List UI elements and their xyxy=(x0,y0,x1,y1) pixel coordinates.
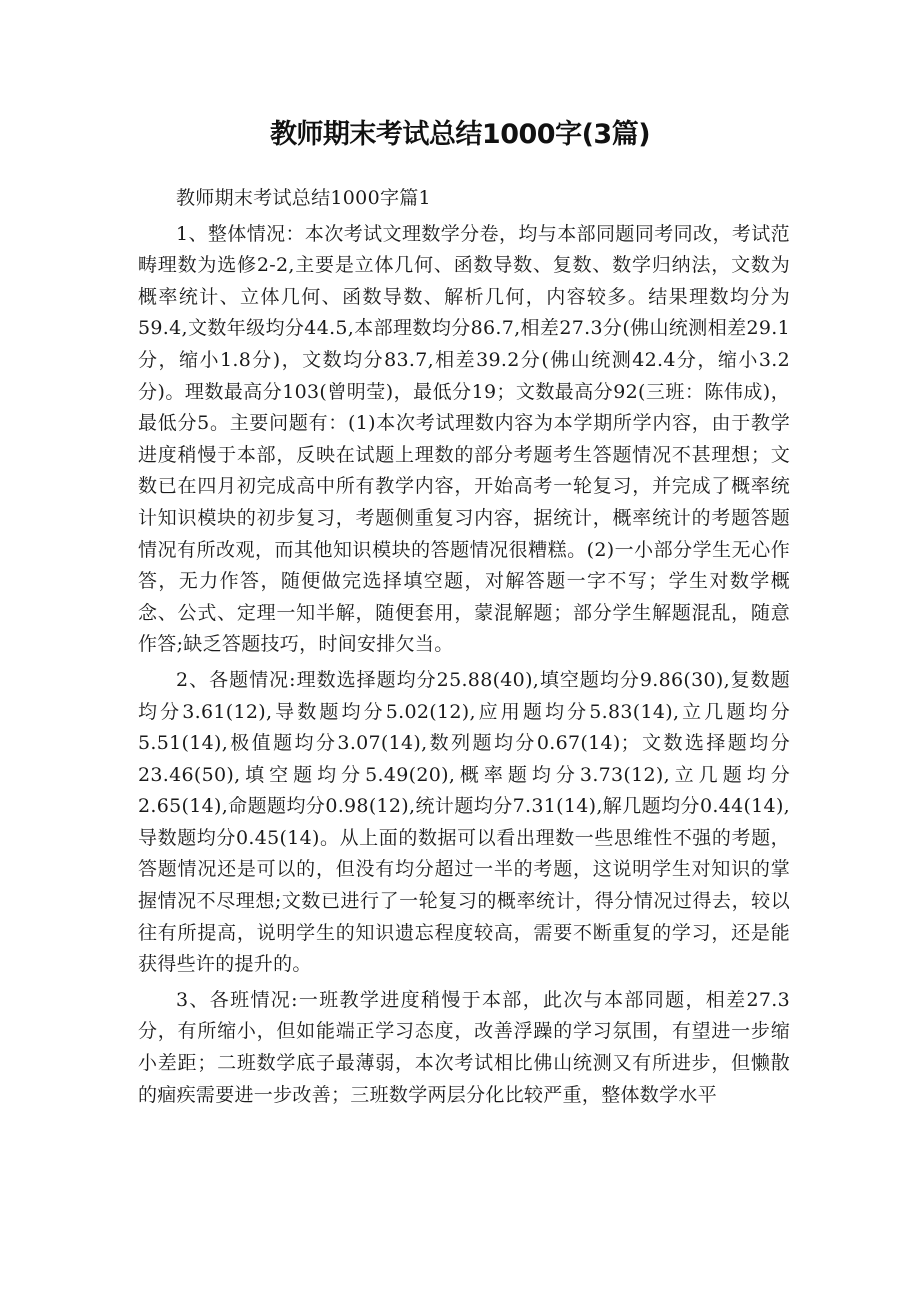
paragraph-questions: 2、各题情况:理数选择题均分25.88(40),填空题均分9.86(30),复数题均分3.61(12),导数题均分5.02(12),应用题均分5.83(14),立几题均分5.51(14),极值题均分3.07(14),数列题均分0.67(14)；文数选择题均分23.46(50),填空题均分5.49(20),概率题均分3.73(12),立几题均分2.65(14),命题题均分0.98(12),统计题均分7.31(14),解几题均分0.44(14),导数题均分0.45(14)。从上面的数据可以看出理数一些思维性不强的考题，答题情况还是可以的，但没有均分超过一半的考题，这说明学生对知识的掌握情况不尽理想;文数已进行了一轮复习的概率统计，得分情况过得去，较以往有所提高，说明学生的知识遗忘程度较高，需要不断重复的学习，还是能获得些许的提升的。 xyxy=(138,668,790,976)
paragraph-overall: 1、整体情况：本次考试文理数学分卷，均与本部同题同考同改，考试范畴理数为选修2-2,主要是立体几何、函数导数、复数、数学归纳法，文数为概率统计、立体几何、函数导数、解析几何，内容较多。结果理数均分为59.4,文数年级均分44.5,本部理数均分86.7,相差27.3分(佛山统测相差29.1分，缩小1.8分)，文数均分83.7,相差39.2分(佛山统测42.4分，缩小3.2分)。理数最高分103(曾明莹)，最低分19；文数最高分92(三班：陈伟成)，最低分5。主要问题有：(1)本次考试理数内容为本学期所学内容，由于教学进度稍慢于本部，反映在试题上理数的部分考题考生答题情况不甚理想；文数已在四月初完成高中所有教学内容，开始高考一轮复习，并完成了概率统计知识模块的初步复习，考题侧重复习内容，据统计，概率统计的考题答题情况有所改观，而其他知识模块的答题情况很糟糕。(2)一小部分学生无心作答，无力作答，随便做完选择填空题，对解答题一字不写；学生对数学概念、公式、定理一知半解，随便套用，蒙混解题；部分学生解题混乱，随意作答;缺乏答题技巧，时间安排欠当。 xyxy=(138,222,790,656)
paragraph-classes: 3、各班情况:一班教学进度稍慢于本部，此次与本部同题，相差27.3分，有所缩小，但如能端正学习态度，改善浮躁的学习氛围，有望进一步缩小差距；二班数学底子最薄弱，本次考试相比佛山统测又有所进步，但懒散的痼疾需要进一步改善；三班数学两层分化比较严重，整体数学水平 xyxy=(138,988,790,1106)
document-title: 教师期末考试总结1000字(3篇) xyxy=(269,119,651,150)
document-body xyxy=(138,183,790,1111)
section-subtitle: 教师期末考试总结1000字篇1 xyxy=(176,187,431,209)
